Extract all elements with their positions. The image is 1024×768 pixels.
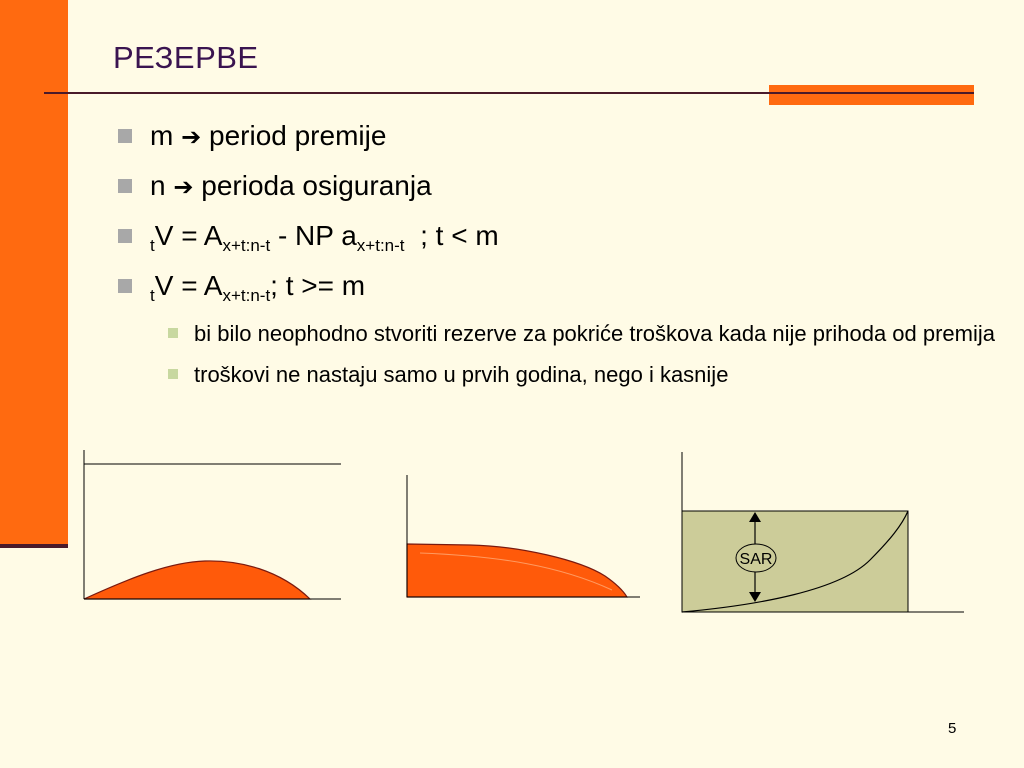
- formula-part: ; t < m: [404, 220, 499, 251]
- sar-area: [682, 511, 908, 612]
- bullet-var: m: [150, 120, 174, 151]
- bullet-var: n: [150, 170, 166, 201]
- formula-part: V = A: [154, 270, 223, 301]
- arrow-right-icon: ➔: [173, 173, 194, 201]
- sub-bullet-text: bi bilo neophodno stvoriti rezerve za pokriće troškova kada nije prihoda od premija: [194, 321, 996, 346]
- formula-part: ; t >= m: [270, 270, 366, 301]
- formula-subscript: x+t:n-t: [222, 236, 271, 255]
- diagram-decline: [407, 475, 640, 597]
- formula-subscript: x+t:n-t: [356, 236, 405, 255]
- diagram-sar: [682, 452, 964, 612]
- formula-subscript: t: [150, 236, 155, 255]
- sub-bullet-text: troškovi ne nastaju samo u prvih godina, nego i kasnije: [194, 362, 729, 387]
- formula-subscript: x+t:n-t: [222, 286, 271, 305]
- formula-part: - NP a: [270, 220, 357, 251]
- formula-part: V = A: [154, 220, 223, 251]
- diagram-hump: [84, 450, 341, 599]
- bullet-text: perioda osiguranja: [201, 170, 432, 201]
- page-number: 5: [948, 720, 957, 737]
- arrow-right-icon: ➔: [181, 123, 202, 151]
- bullet-text: period premije: [209, 120, 387, 151]
- slide-title: РЕЗЕРВЕ: [113, 40, 259, 75]
- sar-label: SAR: [739, 551, 773, 568]
- formula-subscript: t: [150, 286, 155, 305]
- decline-area: [407, 544, 627, 597]
- hump-area: [84, 561, 310, 599]
